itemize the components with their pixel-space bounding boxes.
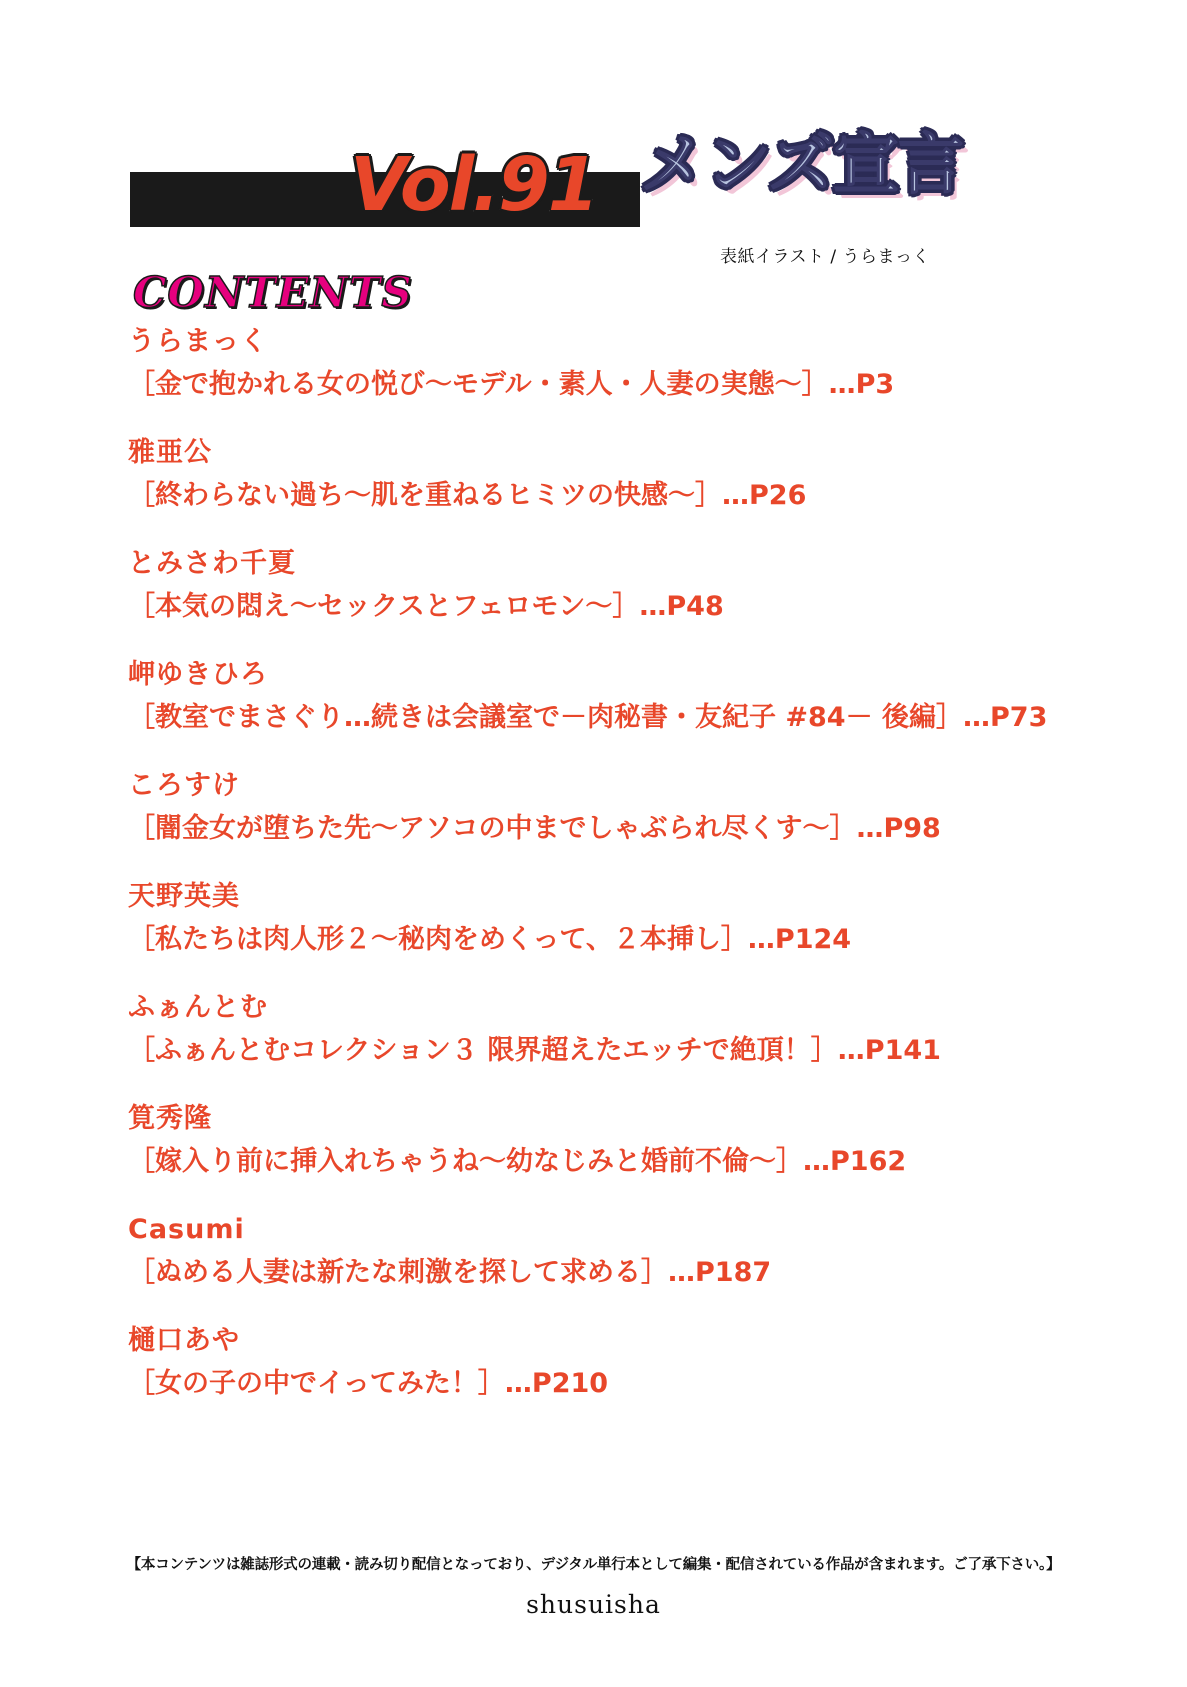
- list-item: [128, 766, 1088, 849]
- entry-title: ［ふぁんとむコレクション３ 限界超えたエッチで絶頂！］…P141: [128, 1034, 941, 1066]
- entry-author: とみさわ千夏: [128, 548, 296, 579]
- table-of-contents: [128, 322, 1088, 1432]
- list-item: [128, 1099, 1088, 1182]
- footer-note: 【本コンテンツは雑誌形式の連載・読み切り配信となっており、デジタル単行本として編集・配信されている作品が含まれます。ご了承下さい。】: [126, 1557, 1061, 1573]
- entry-author: 筧秀隆: [128, 1103, 212, 1134]
- volume-number: Vol.91: [350, 142, 598, 228]
- entry-title: ［私たちは肉人形２〜秘肉をめくって、２本挿し］…P124: [128, 923, 852, 955]
- entry-title: ［闇金女が堕ちた先〜アソコの中までしゃぶられ尽くす〜］…P98: [128, 812, 941, 844]
- list-item: [128, 544, 1088, 627]
- publisher-name: shusuisha: [526, 1590, 661, 1619]
- cover-illustration-credit: 表紙イラスト / うらまっく: [719, 247, 931, 267]
- list-item: [128, 988, 1088, 1071]
- entry-author: 天野英美: [128, 881, 240, 912]
- list-item: [128, 433, 1088, 516]
- entry-author: 岬ゆきひろ: [128, 659, 268, 690]
- masthead: [0, 120, 1187, 267]
- entry-author: うらまっく: [128, 326, 268, 357]
- contents-heading: CONTENTS: [133, 268, 413, 317]
- entry-author: ふぁんとむ: [128, 992, 268, 1023]
- list-item: [128, 655, 1088, 738]
- entry-author: ころすけ: [128, 770, 240, 801]
- brand-logo-text: メンズ宣言: [640, 126, 964, 203]
- entry-title: ［女の子の中でイってみた！］…P210: [128, 1367, 609, 1399]
- list-item: [128, 322, 1088, 405]
- entry-title: ［ぬめる人妻は新たな刺激を探して求める］…P187: [128, 1256, 772, 1288]
- entry-title: ［終わらない過ち〜肌を重ねるヒミツの快感〜］…P26: [128, 479, 807, 511]
- list-item: [128, 1321, 1088, 1404]
- list-item: [128, 877, 1088, 960]
- list-item: [128, 1210, 1088, 1293]
- brand-logo: [640, 126, 1010, 240]
- entry-title: ［嫁入り前に挿入れちゃうね〜幼なじみと婚前不倫〜］…P162: [128, 1145, 907, 1177]
- entry-title: ［金で抱かれる女の悦び〜モデル・素人・人妻の実態〜］…P3: [128, 368, 895, 400]
- entry-author: 雅亜公: [128, 437, 212, 468]
- entry-author: 樋口あや: [128, 1325, 240, 1356]
- entry-author: Casumi: [128, 1214, 245, 1245]
- entry-title: ［教室でまさぐり…続きは会議室で－肉秘書・友紀子 #84－ 後編］…P73: [128, 701, 1048, 733]
- entry-title: ［本気の悶え〜セックスとフェロモン〜］…P48: [128, 590, 724, 622]
